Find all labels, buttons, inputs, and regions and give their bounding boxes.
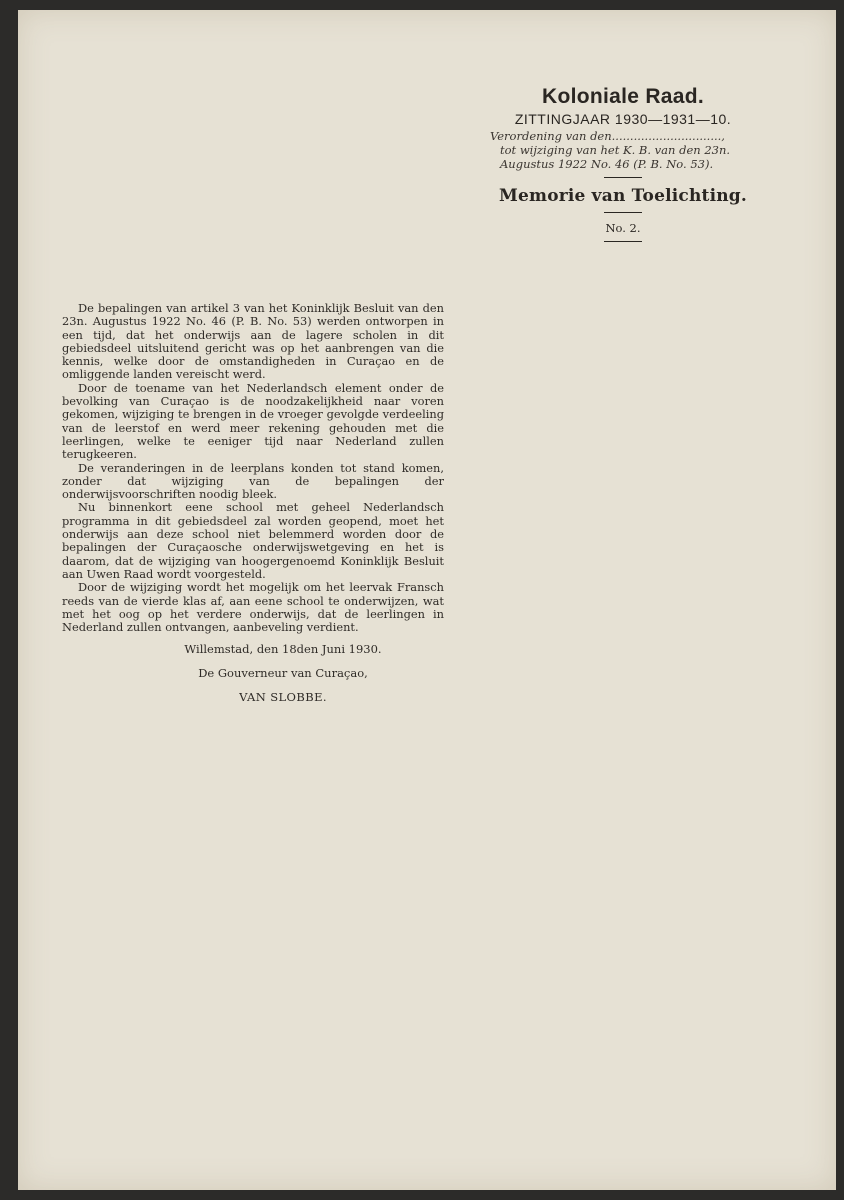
signature-block [62, 642, 444, 714]
explanatory-text [62, 302, 444, 634]
ordinance-line: Augustus 1922 No. 46 (P. B. No. 53). [500, 157, 714, 171]
document-header [473, 85, 773, 242]
place-date: Willemstad, den 18den Juni 1930. [184, 642, 382, 656]
divider [604, 241, 642, 242]
memorie-title: Memorie van Toelichting. [498, 186, 748, 206]
paragraph: Door de wijziging wordt het mogelijk om het leervak Fransch reeds van de vierde klas af, aan eene school te onderwijzen, wat met het oog op het verdere onderwijs, dat de leerlingen in Nederland zullen ontvangen, aanbeveling verdient. [62, 580, 444, 635]
paragraph: De veranderingen in de leerplans konden tot stand komen, zonder dat wijziging van de bepalingen der onderwijsvoorschriften noodig bleek. [62, 460, 444, 502]
paragraph: Nu binnenkort eene school met geheel Nederlandsch programma in dit gebiedsdeel zal worden geopend, moet het onderwijs aan deze school niet belemmerd worden door de bepalingen der Curaçaosche onderwijswetgeving en het is daarom, dat de wijziging van hoogergenoemd Koninklijk Besluit aan Uwen Raad wordt voorgesteld. [62, 500, 444, 581]
ordinance-line: tot wijziging van het K. B. van den 23n. [500, 143, 731, 157]
signatory-name: VAN SLOBBE. [239, 690, 327, 704]
session-year: ZITTINGJAAR 1930—1931—10. [514, 111, 732, 127]
paragraph: Door de toename van het Nederlandsch element onder de bevolking van Curaçao is de noodzakelijkheid naar voren gekomen, wijziging te brengen in de vroeger gevolgde verdeeling van de leerstof en werd meer rekening gehouden met die leerlingen, welke te eeniger tijd naar Nederland zullen terugkeeren. [62, 380, 444, 462]
paragraph: De bepalingen van artikel 3 van het Koninklijk Besluit van den 23n. Augustus 1922 No. 46 (P. B. No. 53) werden ontworpen in een tijd, dat het onderwijs aan de lagere scholen in dit gebiedsdeel uitsluitend gericht was op het aanbrengen van die kennis, welke door de omstandigheden in Curaçao en de omliggende landen vereischt werd. [62, 301, 444, 382]
divider [604, 212, 642, 213]
document-number: No. 2. [605, 221, 641, 235]
document-page [18, 10, 836, 1190]
divider [604, 177, 642, 178]
governor-title: De Gouverneur van Curaçao, [198, 666, 368, 680]
council-title: Koloniale Raad. [541, 85, 705, 108]
ordinance-reference [490, 129, 773, 171]
ordinance-line: Verordening van den.............................., [490, 129, 725, 143]
